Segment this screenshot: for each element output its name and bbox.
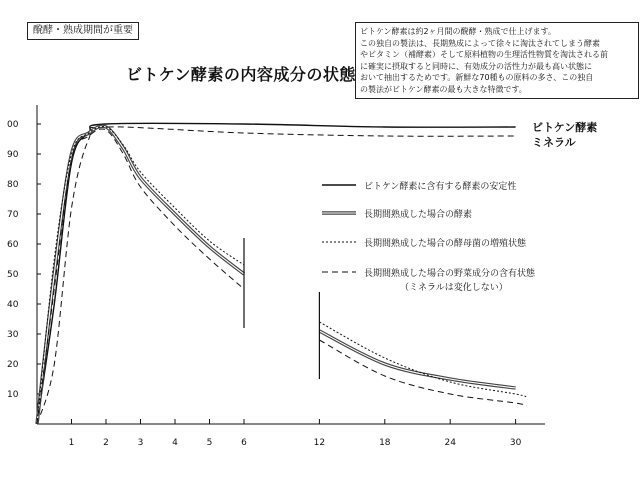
legend-label: 長期間熟成した場合の酵母菌の増殖状態 bbox=[364, 239, 527, 249]
description-line: の製法がビトケン酵素の最も大きな特徴です。 bbox=[360, 84, 527, 94]
end-label-mineral: ミネラル bbox=[532, 136, 576, 149]
y-tick-label: 00 bbox=[7, 120, 19, 130]
y-tick-label: 30 bbox=[7, 330, 19, 340]
x-tick-label: 18 bbox=[379, 438, 391, 448]
y-tick-label: 70 bbox=[7, 210, 19, 220]
description-line: に確実に摂取すると同時に、有効成分の活性力が最も高い状態に bbox=[360, 61, 592, 71]
description-line: おいて抽出するためです。新鮮な70種もの原料の多さ、この独自 bbox=[360, 73, 594, 82]
y-tick-label: 80 bbox=[7, 180, 19, 190]
y-tick-label: 40 bbox=[7, 300, 19, 310]
y-tick-label: 60 bbox=[7, 240, 19, 250]
x-tick-label: 5 bbox=[206, 438, 213, 448]
x-tick-label: 6 bbox=[241, 438, 247, 448]
legend-note: （ミネラルは変化しない） bbox=[400, 283, 508, 293]
x-tick-label: 3 bbox=[137, 438, 144, 448]
y-tick-label: 20 bbox=[7, 360, 19, 370]
legend bbox=[322, 180, 536, 293]
header-tag: 醗酵・熟成期間が重要 bbox=[27, 22, 139, 40]
description-line: やビタミン（補酵素）そして原料植物の生理活性物質を淘汰される前 bbox=[360, 50, 608, 59]
end-label-vitoken: ビトケン酵素 bbox=[532, 121, 598, 134]
x-tick-label: 4 bbox=[172, 438, 178, 448]
legend-label: ビトケン酵素に含有する酵素の安定性 bbox=[364, 182, 517, 192]
x-tick-label: 30 bbox=[509, 438, 522, 448]
y-tick-label: 90 bbox=[7, 150, 19, 160]
chart-markers bbox=[244, 238, 319, 379]
x-tick-label: 24 bbox=[444, 438, 456, 448]
x-tick-label: 12 bbox=[313, 438, 326, 448]
x-tick-label: 2 bbox=[103, 438, 109, 448]
series-line-double bbox=[319, 331, 515, 388]
y-tick-label: 10 bbox=[7, 390, 19, 400]
series-line-double-core bbox=[319, 331, 515, 388]
description-line: ビトケン酵素は約2ヶ月間の醗酵・熟成で仕上げます。 bbox=[360, 27, 556, 36]
legend-label: 長期間熟成した場合の酵素 bbox=[364, 210, 473, 220]
y-tick-label: 50 bbox=[7, 270, 19, 280]
chart-title: ビトケン酵素の内容成分の状態 bbox=[126, 65, 356, 84]
description-line: この独自の製法は、長期熟成によって徐々に淘汰されてしまう酵素 bbox=[360, 38, 600, 48]
x-tick-label: 1 bbox=[68, 438, 75, 448]
series-line-double-core bbox=[37, 126, 244, 424]
legend-label: 長期間熟成した場合の野菜成分の含有状態 bbox=[364, 269, 536, 279]
